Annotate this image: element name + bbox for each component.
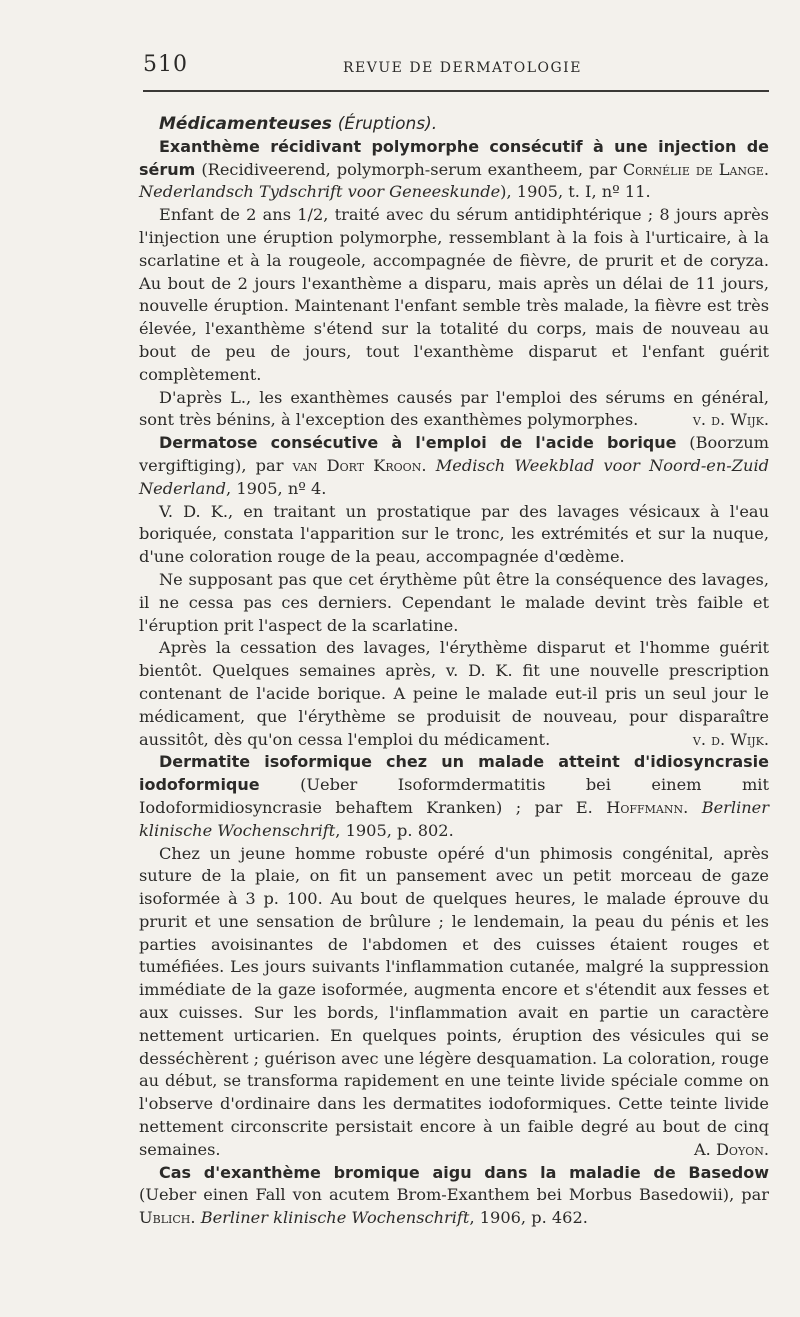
article-heading: Dermatose consécutive à l'emploi de l'acide borique (Boorzum vergiftiging), par van Dort Kroon. Medisch Weekblad voor Noord-en-Zuid Nederland, 1905, nº 4. (139, 433, 769, 498)
article (139, 432, 769, 751)
running-title: REVUE DE DERMATOLOGIE (343, 60, 582, 76)
section-title-main: Médicamenteuses (159, 114, 332, 134)
article-title: Dermatite isoformique chez un malade atteint d'idiosyncrasie iodoformique (139, 752, 769, 795)
article-reference: ), 1905, t. I, nº 11. (500, 182, 651, 202)
article-reference: , 1905, nº 4. (226, 478, 327, 498)
article-paragraph (139, 843, 769, 1162)
page-header (143, 52, 769, 92)
article (139, 1162, 769, 1230)
article-reference: , 1906, p. 462. (469, 1208, 588, 1228)
article-signature: A. Doyon. (693, 1139, 769, 1159)
article-paragraph-text: Après la cessation des lavages, l'érythème disparut et l'homme guérit bientôt. Quelques semaines après, v. D. K. fit une nouvelle prescription contenant de l'acide borique. A peine le malade eut-il pris un seul jour le médicament, que l'érythème se produisit de nouveau, pour disparaître aussitôt, dès qu'on cessa l'emploi du médicament. (139, 638, 769, 749)
article-title: Dermatose consécutive à l'emploi de l'acide borique (159, 433, 677, 453)
article-paragraph-text: Chez un jeune homme robuste opéré d'un phimosis congénital, après suture de la plaie, on fit un pansement avec un petit morceau de gaze isoformée à 3 p. 100. Au bout de quelques heures, le malade éprouve du prurit et une sensation de brûlure ; le lendemain, la peau du pénis et les parties avoisinantes de l'abdomen et des cuisses étaient rouges et tuméfiées. Les jours suivants l'inflammation cutanée, malgré la suppression immédiate de la gaze isoformée, augmenta encore et s'étendit aux fesses et aux cuisses. Sur les bords, l'inflammation avait en partie un caractère nettement urticarien. En quelques points, éruption des vésicules qui se desséchèrent ; guérison avec une légère desquamation. La coloration, rouge au début, se transforma rapidement en une teinte livide spéciale comme on l'observe d'ordinaire dans les dermatites iodoformiques. Cette teinte livide nettement circonscrite persistait encore à un faible degré au bout de cinq semaines. (139, 843, 769, 1159)
article-title: Cas d'exanthème bromique aigu dans la maladie de Basedow (159, 1162, 769, 1182)
article-paragraph: Ne supposant pas que cet érythème pût être la conséquence des lavages, il ne cessa pas ces derniers. Cependant le malade devint très faible et l'éruption prit l'aspect de la scarlatine. (139, 569, 769, 635)
article-author: van Dort Kroon (292, 455, 422, 475)
article-paragraph-text: D'après L., les exanthèmes causés par l'emploi des sérums en général, sont très bénins, à l'exception des exanthèmes polymorphes. (139, 387, 769, 430)
article-title: Exanthème récidivant polymorphe consécutif à une injection de sérum (139, 136, 769, 179)
article-reference: , 1905, p. 802. (335, 820, 454, 840)
article-journal: Medisch Weekblad voor Noord-en-Zuid Nederland (139, 455, 769, 498)
article-author: Cornélie de Lange (622, 159, 764, 179)
article-heading: Dermatite isoformique chez un malade atteint d'idiosyncrasie iodoformique (Ueber Isoformdermatitis bei einem mit Iodoformidiosyncrasie behaftem Kranken) ; par E. Hoffmann. Berliner klinische Wochenschrift, 1905, p. 802. (139, 752, 769, 840)
article-journal: Nederlandsch Tydschrift voor Geneeskunde (139, 182, 501, 202)
article-author: Ublich (139, 1208, 191, 1228)
article-heading: Exanthème récidivant polymorphe consécutif à une injection de sérum (Recidiveerend, polymorph-serum exantheem, par Cornélie de Lange. Nederlandsch Tydschrift voor Geneeskunde), 1905, t. I, nº 11. (139, 136, 769, 202)
article-original-title: (Ueber einen Fall von acutem Brom-Exanthem bei Morbus Basedowii), par (139, 1185, 769, 1205)
article-journal: Berliner klinische Wochenschrift (200, 1208, 470, 1228)
article-paragraph: V. D. K., en traitant un prostatique par des lavages vésicaux à l'eau boriquée, constata l'apparition sur le tronc, les extrémités et sur la nuque, d'une coloration rouge de la peau, accompagnée d'œdème. (139, 501, 769, 567)
article-signature: v. d. Wijk. (692, 729, 769, 749)
article-author: Hoffmann (606, 797, 684, 817)
article-paragraph (139, 637, 769, 751)
page-body (139, 113, 769, 1230)
article (139, 751, 769, 1161)
article-paragraph (139, 387, 769, 433)
article-paragraph: Enfant de 2 ans 1/2, traité avec du sérum antidiphtérique ; 8 jours après l'injection une éruption polymorphe, ressemblant à la fois à l'urticaire, à la scarlatine et à la rougeole, accompagnée de fièvre, de prurit et de coryza. Au bout de 2 jours l'exanthème a disparu, mais après un délai de 11 jours, nouvelle éruption. Maintenant l'enfant semble très malade, la fièvre est très élevée, l'exanthème s'étend sur la totalité du corps, mais de nouveau au bout de peu de jours, tout l'exanthème disparut et l'enfant guérit complètement. (139, 205, 769, 384)
article (139, 136, 769, 432)
article-original-title: (Recidiveerend, polymorph-serum exantheem, par (195, 159, 623, 179)
article-original-title: (Boorzum vergiftiging), par (139, 433, 769, 475)
section-title-sub: (Éruptions). (337, 114, 438, 134)
article-signature: v. d. Wijk. (692, 410, 769, 430)
article-journal: Berliner klinische Wochenschrift (139, 797, 769, 840)
article-original-title: (Ueber Isoformdermatitis bei einem mit Iodoformidiosyncrasie behaftem Kranken) ; par E. (139, 775, 769, 817)
page-number: 510 (143, 52, 188, 77)
section-title (139, 113, 769, 136)
article-heading: Cas d'exanthème bromique aigu dans la maladie de Basedow (Ueber einen Fall von acutem Brom-Exanthem bei Morbus Basedowii), par Ublich. Berliner klinische Wochenschrift, 1906, p. 462. (139, 1162, 769, 1228)
